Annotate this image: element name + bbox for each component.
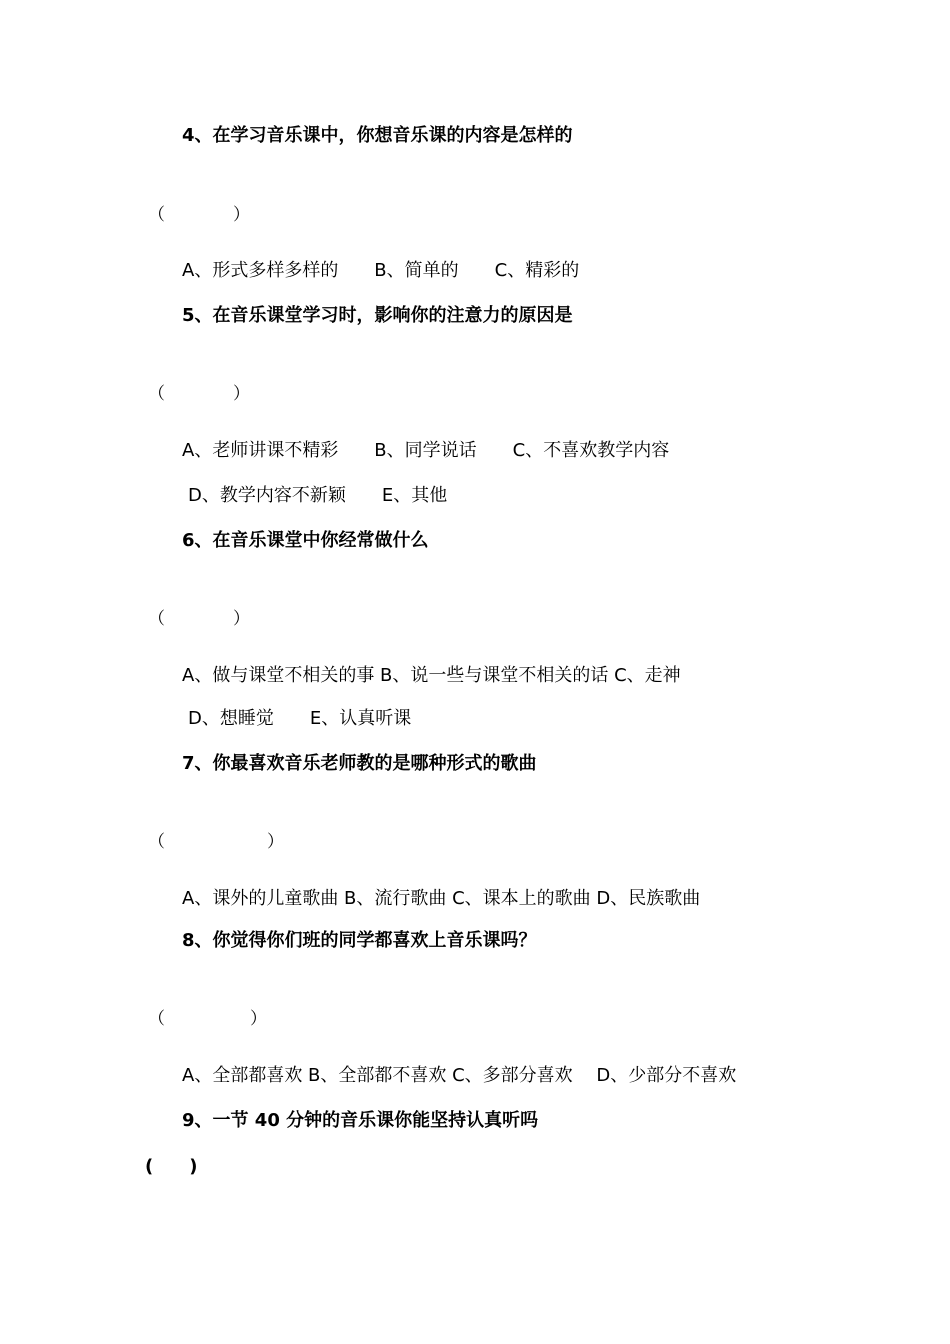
question-8-prompt: 8、你觉得你们班的同学都喜欢上音乐课吗？	[182, 930, 537, 951]
question-7-answer-blank: （ ）	[148, 832, 284, 852]
question-5-prompt: 5、在音乐课堂学习时，影响你的注意力的原因是	[182, 305, 573, 326]
question-9-answer-blank: ( )	[145, 1156, 198, 1177]
question-4-answer-blank: （ ）	[148, 205, 250, 225]
question-7-options: A、课外的儿童歌曲 B、流行歌曲 C、课本上的歌曲 D、民族歌曲	[182, 888, 701, 909]
question-8-options: A、全部都喜欢 B、全部都不喜欢 C、多部分喜欢 D、少部分不喜欢	[182, 1065, 737, 1086]
question-5-answer-blank: （ ）	[148, 384, 250, 404]
question-4-prompt: 4、在学习音乐课中，你想音乐课的内容是怎样的	[182, 125, 573, 146]
question-9-prompt: 9、一节 40 分钟的音乐课你能坚持认真听吗	[182, 1110, 539, 1131]
question-5-options-line-2: D、教学内容不新颖 E、其他	[188, 485, 448, 506]
question-6-options-line-2: D、想睡觉 E、认真听课	[188, 708, 412, 729]
question-5-options-line-1: A、老师讲课不精彩 B、同学说话 C、不喜欢教学内容	[182, 440, 670, 461]
question-6-answer-blank: （ ）	[148, 609, 250, 629]
question-7-prompt: 7、你最喜欢音乐老师教的是哪种形式的歌曲	[182, 753, 537, 774]
question-6-options-line-1: A、做与课堂不相关的事 B、说一些与课堂不相关的话 C、走神	[182, 665, 681, 686]
question-6-prompt: 6、在音乐课堂中你经常做什么	[182, 530, 429, 551]
question-8-answer-blank: （ ）	[148, 1009, 267, 1029]
question-4-options: A、形式多样多样的 B、简单的 C、精彩的	[182, 260, 580, 281]
